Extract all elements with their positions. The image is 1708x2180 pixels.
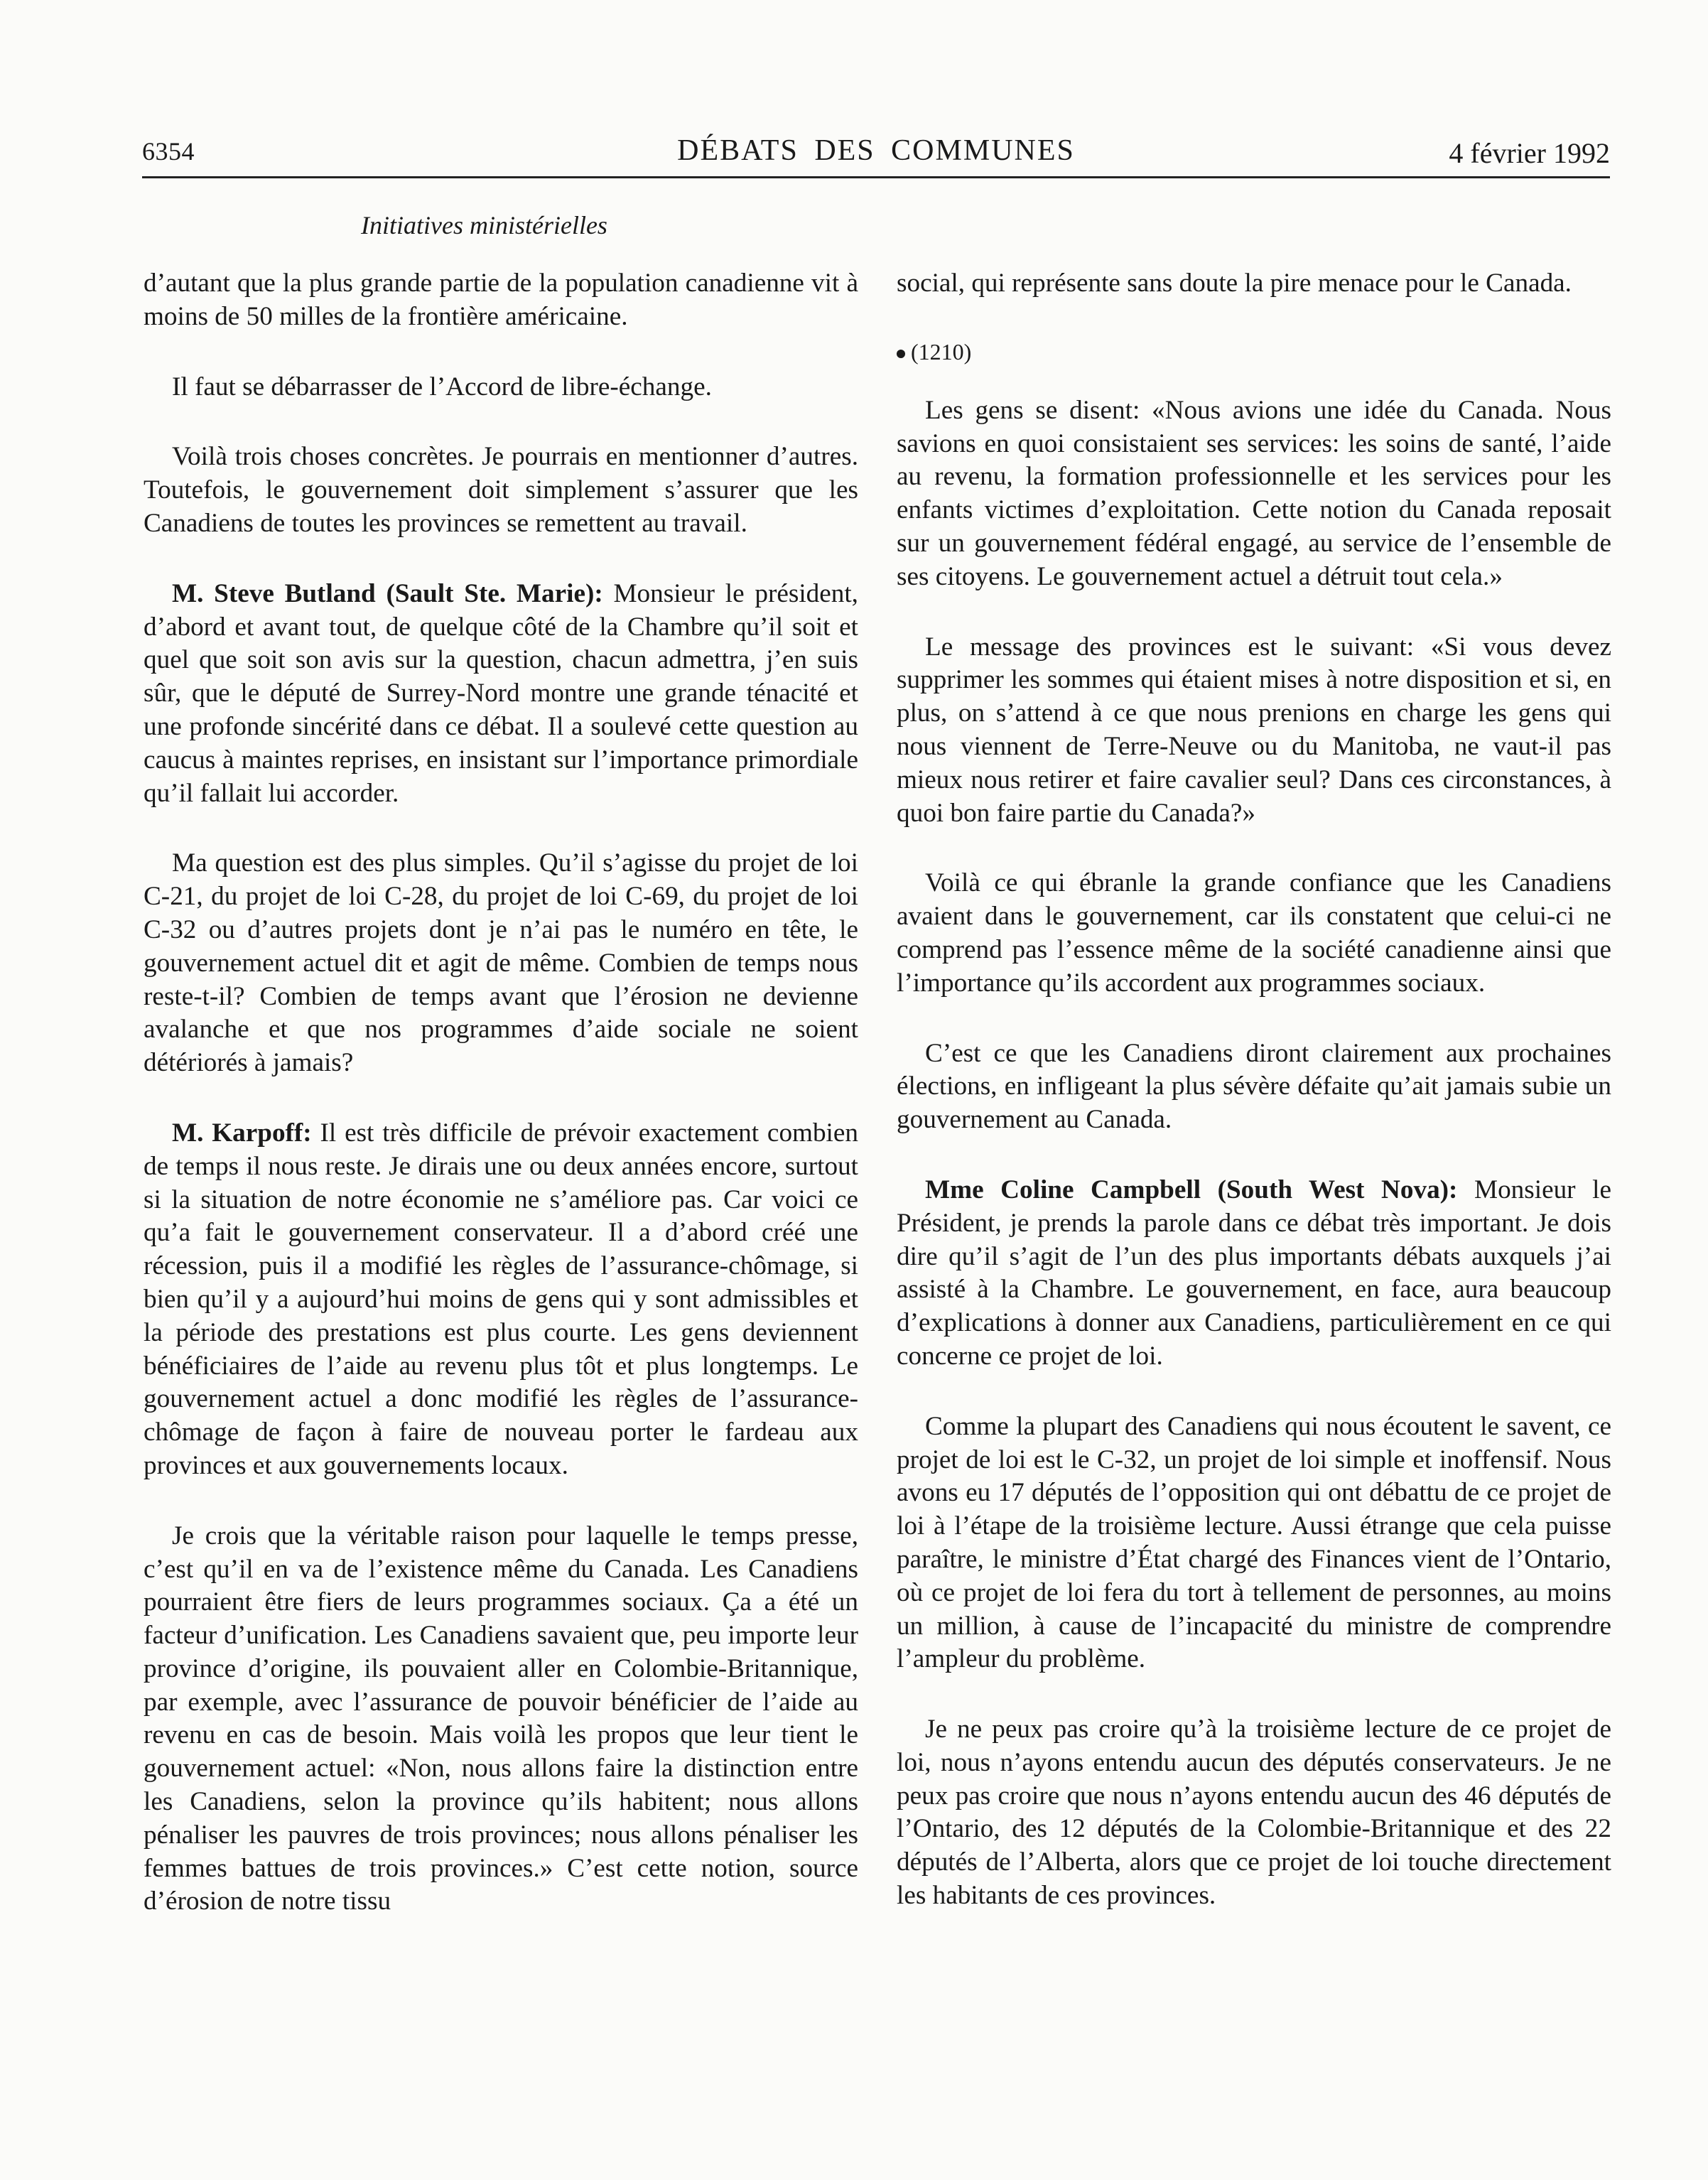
speech-paragraph [144, 578, 858, 811]
speech-paragraph [144, 1117, 858, 1483]
speaker-name: Mme Coline Campbell (South West Nova): [925, 1175, 1458, 1204]
paragraph: Je ne peux pas croire qu’à la troisième lecture de ce projet de loi, nous n’ayons entendu aucun des députés conservateurs. Je ne peux pas croire que nous n’ayons entendu aucun des 46 députés de l’Ontario, des 12 députés de la Colombie-Britannique et des 22 députés de l’Alberta, alors que ce projet de loi touche directement les habitants de ces provinces. [897, 1715, 1611, 1911]
paragraph: Les gens se disent: «Nous avions une idée du Canada. Nous savions en quoi consistaient ses services: les soins de santé, l’aide au revenu, la formation professionnelle et les services pour les enfants victimes d’exploitation. Cette notion du Canada reposait sur un gouvernement fédéral engagé, au service de l’ensemble de ses citoyens. Le gouvernement actuel a détruit tout cela.» [897, 395, 1611, 591]
speech-paragraph [897, 1174, 1611, 1374]
page-header [142, 134, 1610, 178]
paragraph: C’est ce que les Canadiens diront clairement aux prochaines élections, en infligeant la plus sévère défaite qu’ait jamais subie un gouvernement au Canada. [897, 1038, 1611, 1135]
journal-title: DÉBATS DES COMMUNES [677, 134, 1075, 167]
speech-text: Monsieur le Président, je prends la parole dans ce débat très important. Je dois dire qu’il s’agit de l’un des plus importants débats auxquels j’ai assisté à la Chambre. Le gouvernement, en face, aura beaucoup d’explications à donner aux Canadiens, particulièrement en ce qui concerne ce projet de loi. [897, 1175, 1611, 1371]
paragraph: social, qui représente sans doute la pire menace pour le Canada. [897, 269, 1572, 298]
bullet-icon [897, 350, 905, 358]
publication-date: 4 février 1992 [1449, 137, 1610, 169]
paragraph: Il faut se débarrasser de l’Accord de libre-échange. [172, 372, 712, 401]
paragraph: Voilà ce qui ébranle la grande confiance que les Canadiens avaient dans le gouvernement, car ils constatent que celui-ci ne comprend pas l’essence même de la société canadienne ainsi que l’importance qu’ils accordent aux programmes sociaux. [897, 868, 1611, 998]
speaker-name: M. Karpoff: [172, 1118, 312, 1148]
paragraph: Le message des provinces est le suivant: «Si vous devez supprimer les sommes qui étaient mises à notre disposition et si, en plus, on s’attend à ce que nous prenions en charge les gens qui nous viennent de Terre-Neuve ou du Manitoba, ne vaut-il pas mieux nous retirer et faire cavalier seul? Dans ces circonstances, à quoi bon faire partie du Canada?» [897, 632, 1611, 828]
page-number: 6354 [142, 137, 195, 166]
paragraph: Comme la plupart des Canadiens qui nous écoutent le savent, ce projet de loi est le C-32, un projet de loi simple et inoffensif. Nous avons eu 17 députés de l’opposition qui ont débattu de ce projet de loi à l’étape de la troisième lecture. Aussi étrange que cela puisse paraître, le ministre d’État chargé des Finances vient de l’Ontario, où ce projet de loi fera du tort à tellement de personnes, au moins un million, à cause de l’incapacité du ministre de comprendre l’ampleur du problème. [897, 1411, 1611, 1674]
time-marker [897, 338, 1611, 366]
paragraph: Je crois que la véritable raison pour laquelle le temps presse, c’est qu’il en va de l’existence même du Canada. Les Canadiens pourraient être fiers de leurs programmes sociaux. Ça a été un facteur d’unification. Les Canadiens savaient que, peu importe leur province d’origine, ils pouvaient aller en Colombie-Britannique, par exemple, avec l’assurance de pouvoir bénéficier de l’aide au revenu en cas de besoin. Mais voilà les propos que leur tient le gouvernement actuel: «Non, nous allons faire la distinction entre les Canadiens, selon la province qu’ils habitent; nous allons pénaliser les pauvres de trois provinces; nous allons pénaliser les femmes battues de trois provinces.» C’est cette notion, source d’érosion de notre tissu [144, 1521, 858, 1916]
speech-text: Il est très difficile de prévoir exactement combien de temps il nous reste. Je dirais une ou deux années encore, surtout si la situation de notre économie ne s’améliore pas. Car voici ce qu’a fait le gouvernement conservateur. Il a d’abord créé une récession, puis il a modifié les règles de l’assurance-chômage, si bien qu’il y a aujourd’hui moins de gens qui y sont admissibles et la période des prestations est plus courte. Les gens deviennent bénéficiaires de l’aide au revenu plus tôt et plus longtemps. Le gouvernement actuel a donc modifié les règles de l’assurance-chômage de façon à faire de nouveau porter le fardeau aux provinces et aux gouvernements locaux. [144, 1118, 858, 1480]
right-column [897, 267, 1611, 1950]
paragraph: Voilà trois choses concrètes. Je pourrais en mentionner d’autres. Toutefois, le gouvernement doit simplement s’assurer que les Canadiens de toutes les provinces se remettent au travail. [144, 442, 858, 538]
paragraph: d’autant que la plus grande partie de la population canadienne vit à moins de 50 milles de la frontière américaine. [144, 269, 858, 331]
time-marker-text: (1210) [911, 338, 972, 365]
speaker-name: M. Steve Butland (Sault Ste. Marie): [172, 578, 603, 608]
paragraph: Ma question est des plus simples. Qu’il s’agisse du projet de loi C-21, du projet de loi C-28, du projet de loi C-69, du projet de loi C-32 ou d’autres projets dont je n’ai pas le numéro en tête, le gouvernement actuel dit et agit de même. Combien de temps nous reste-t-il? Combien de temps avant que l’érosion ne devienne avalanche et que nos programmes d’aide sociale ne soient détériorés à jamais? [144, 848, 858, 1078]
speech-text: Monsieur le président, d’abord et avant tout, de quelque côté de la Chambre qu’il soit et quel que soit son avis sur la question, chacun admettra, j’en suis sûr, que le député de Surrey-Nord montre une grande ténacité et une profonde sincérité dans ce débat. Il a soulevé cette question au caucus à maintes reprises, en insistant sur l’importance primordiale qu’il fallait lui accorder. [144, 578, 858, 808]
left-column [144, 267, 858, 1955]
section-title: Initiatives ministérielles [361, 211, 607, 239]
